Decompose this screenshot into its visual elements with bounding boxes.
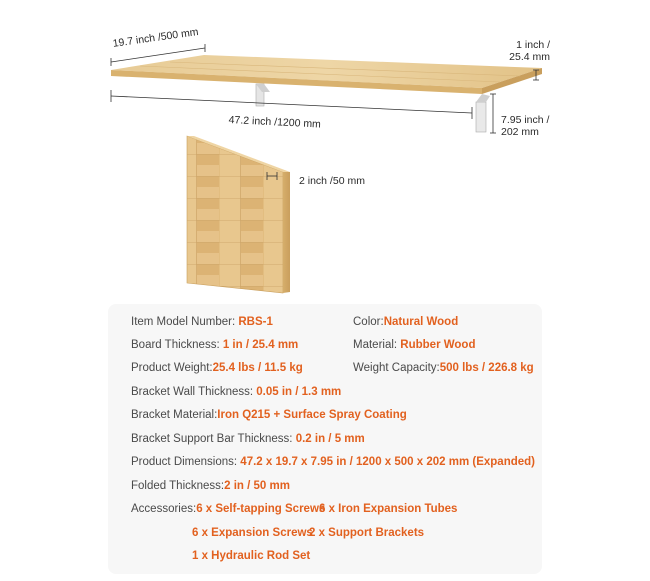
spec-wall-value: 0.05 in / 1.3 mm — [256, 386, 342, 398]
spec-support-label: Bracket Support Bar Thickness: — [131, 433, 296, 445]
spec-wall-label: Bracket Wall Thickness: — [131, 386, 257, 398]
spec-model — [131, 315, 273, 329]
spec-weight-label: Product Weight: — [131, 362, 213, 374]
spec-dimensions-label: Product Dimensions: — [131, 456, 241, 468]
spec-model-label: Item Model Number: — [131, 316, 239, 328]
bracket-height-line1: 7.95 inch / — [501, 114, 550, 126]
accessory-item-text: 1 x Hydraulic Rod Set — [192, 550, 311, 562]
folded-panel — [187, 136, 290, 293]
spec-bracket-material-label: Bracket Material: — [131, 409, 218, 421]
accessory-item-text: 6 x Iron Expansion Tubes — [319, 503, 458, 515]
accessory-item-text: 2 x Support Brackets — [309, 527, 425, 539]
spec-material-label: Material: — [353, 339, 401, 351]
accessory-item — [192, 549, 310, 563]
accessory-item — [309, 526, 424, 540]
spec-color — [353, 315, 458, 329]
bracket-right — [476, 94, 490, 132]
spec-wall-thickness — [131, 385, 341, 399]
spec-dimensions-value: 47.2 x 19.7 x 7.95 in / 1200 x 500 x 202 mm (Expanded) — [240, 456, 536, 468]
spec-thickness-label: Board Thickness: — [131, 339, 223, 351]
spec-bracket-material — [131, 408, 407, 422]
thickness-label-line1: 1 inch / — [516, 39, 550, 51]
accessory-item: 6 x Self-tapping Screws — [196, 503, 326, 515]
spec-material-value: Rubber Wood — [400, 339, 476, 351]
spec-weight — [131, 361, 303, 375]
spec-thickness-value: 1 in / 25.4 mm — [222, 339, 299, 351]
spec-weight-value: 25.4 lbs / 11.5 kg — [212, 362, 303, 374]
accessory-item — [192, 526, 313, 540]
spec-bracket-material-value: Iron Q215 + Surface Spray Coating — [217, 409, 407, 421]
spec-capacity-value: 500 lbs / 226.8 kg — [439, 362, 534, 374]
accessory-item-text: 6 x Expansion Screws — [192, 527, 313, 539]
depth-label: 19.7 inch /500 mm — [112, 25, 200, 50]
bracket-height-label — [501, 114, 549, 138]
spec-capacity — [353, 361, 534, 375]
spec-thickness — [131, 338, 298, 352]
spec-model-value: RBS-1 — [238, 316, 273, 328]
spec-support-value: 0.2 in / 5 mm — [295, 433, 365, 445]
spec-color-label: Color: — [353, 316, 384, 328]
tabletop — [111, 55, 542, 94]
thickness-label-line2: 25.4 mm — [509, 51, 550, 63]
spec-support-bar — [131, 432, 365, 446]
spec-folded-value: 2 in / 50 mm — [224, 480, 290, 492]
spec-color-value: Natural Wood — [383, 316, 459, 328]
spec-folded — [131, 479, 290, 493]
spec-dimensions — [131, 455, 535, 469]
width-dimension-line — [111, 96, 472, 113]
thickness-label — [500, 39, 550, 63]
spec-accessories-label: Accessories: — [131, 503, 197, 515]
folded-thickness-label: 2 inch /50 mm — [299, 175, 365, 187]
spec-capacity-label: Weight Capacity: — [353, 362, 440, 374]
bracket-height-line2: 202 mm — [501, 126, 539, 138]
spec-folded-label: Folded Thickness: — [131, 480, 225, 492]
accessory-item — [319, 502, 457, 516]
spec-material — [353, 338, 475, 352]
spec-accessories — [131, 502, 325, 516]
width-label: 47.2 inch /1200 mm — [228, 114, 322, 131]
